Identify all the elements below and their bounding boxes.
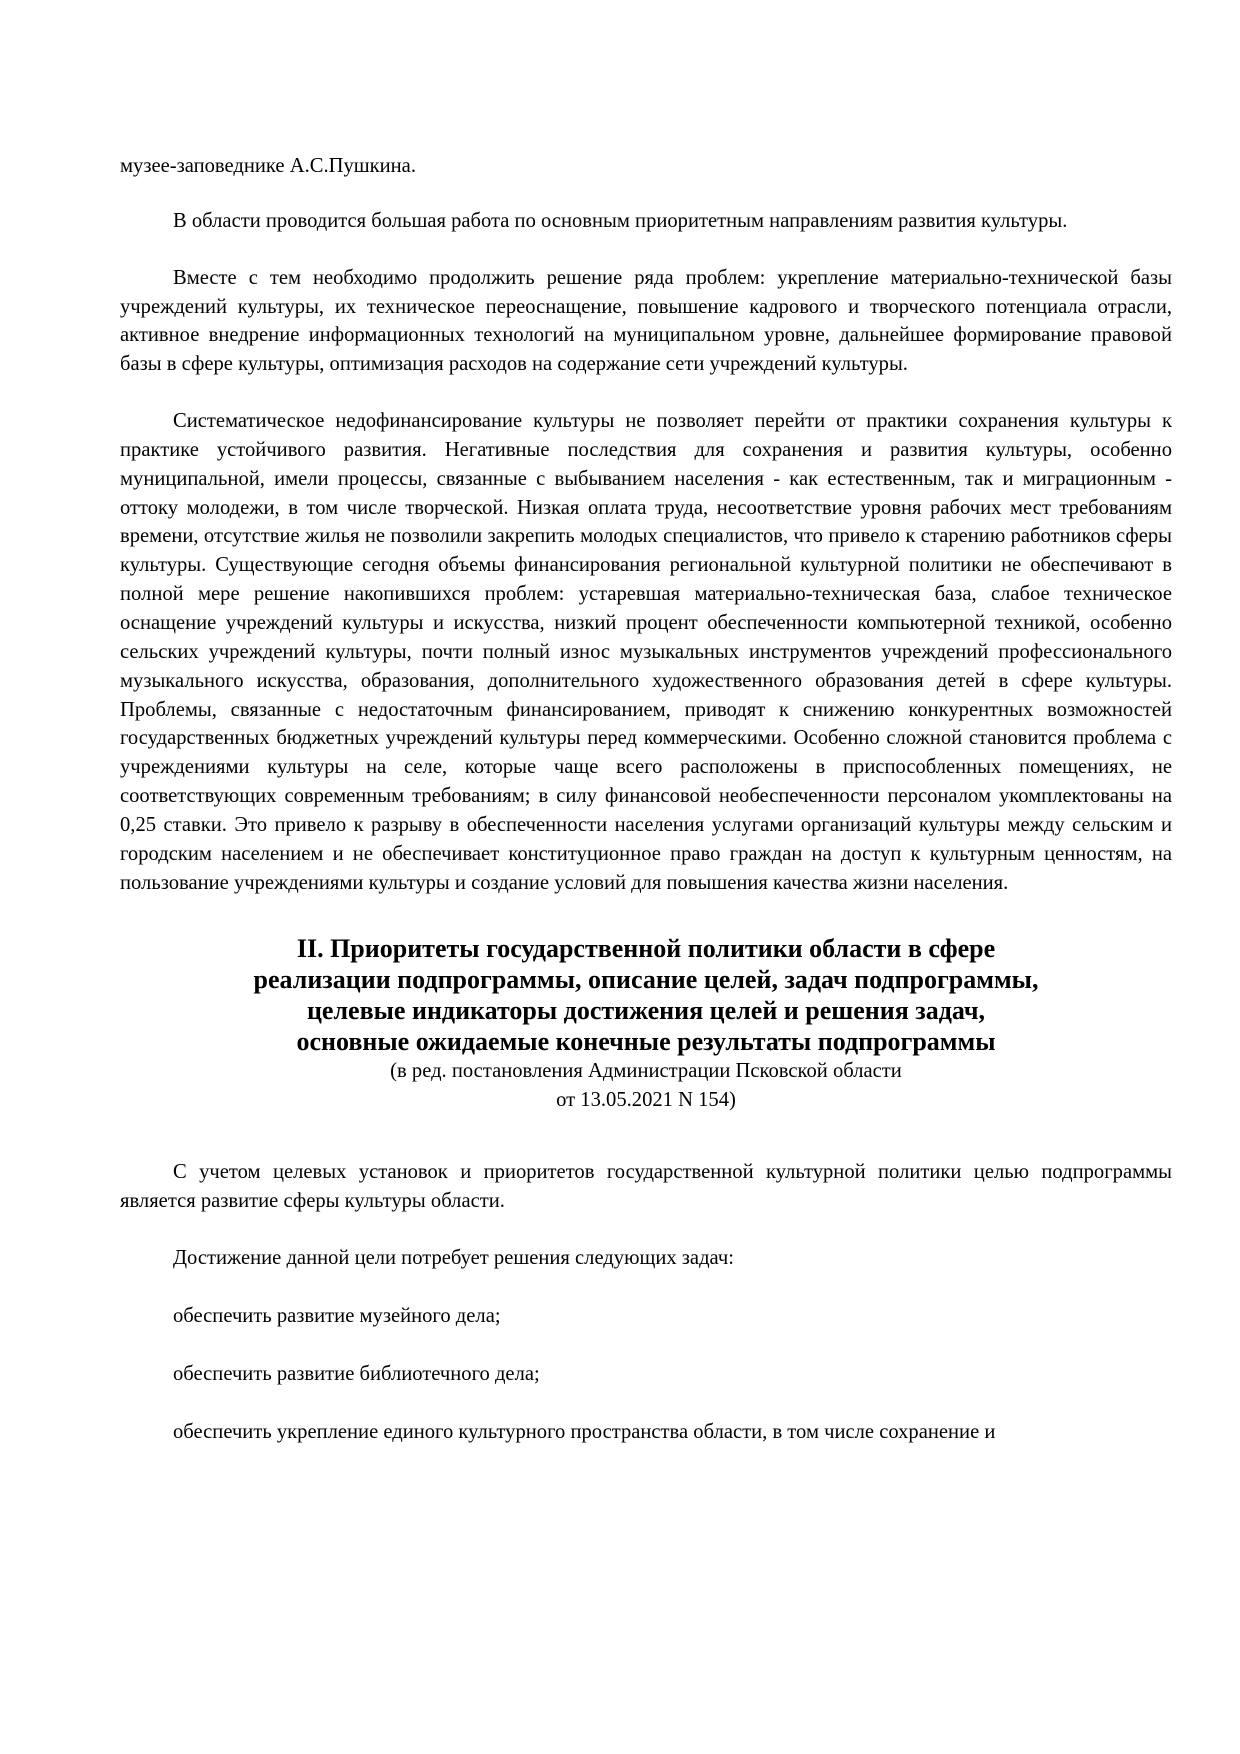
section-heading-line: реализации подпрограммы, описание целей, задач подпрограммы, (253, 965, 1039, 995)
paragraph-culture-work: В области проводится большая работа по основным приоритетным направлениям развития культуры. (173, 209, 1068, 232)
amendment-note-line: от 13.05.2021 N 154) (556, 1088, 736, 1111)
section-heading-line: II. Приоритеты государственной политики области в сфере (296, 934, 996, 964)
amendment-note (120, 1057, 1172, 1114)
paragraph-underfunding: Систематическое недофинансирование культуры не позволяет перейти от практики сохранения культуры к практике устойчивого развития. Негативные последствия для сохранения и развития культуры, особенно муниципальной, имели процессы, связанные с выбыванием населения - как естественным, так и миграционным - оттоку молодежи, в том числе творческой. Низкая оплата труда, несоответствие уровня рабочих мест требованиям времени, отсутствие жилья не позволили закрепить молодых специалистов, что привело к старению работников сферы культуры. Существующие сегодня объемы финансирования региональной культурной политики не обеспечивают в полной мере решение накопившихся проблем: устаревшая материально-техническая база, слабое техническое оснащение учреждений культуры и искусства, низкий процент обеспеченности компьютерной техникой, особенно сельских учреждений культуры, почти полный износ музыкальных инструментов учреждений профессионального музыкального искусства, образования, дополнительного художественного образования детей в сфере культуры. Проблемы, связанные с недостаточным финансированием, приводят к снижению конкурентных возможностей государственных бюджетных учреждений культуры перед коммерческими. Особенно сложной становится проблема с учреждениями культуры на селе, которые чаще всего расположены в приспособленных помещениях, не соответствующих современным требованиям; в силу финансовой необеспеченности персоналом укомплектованы на 0,25 ставки. Это привело к разрыву в обеспеченности населения услугами организаций культуры между сельским и городским населением и не обеспечивает конституционное право граждан на доступ к культурным ценностям, на пользование учреждениями культуры и создание условий для повышения качества жизни населения. (120, 410, 1172, 894)
document-body (120, 152, 1172, 1446)
paragraph-problems: Вместе с тем необходимо продолжить решение ряда проблем: укрепление материально-технической базы учреждений культуры, их техническое переоснащение, повышение кадрового и творческого потенциала отрасли, активное внедрение информационных технологий на муниципальном уровне, дальнейшее формирование правовой базы в сфере культуры, оптимизация расходов на содержание сети учреждений культуры. (120, 266, 1172, 376)
section-heading (120, 933, 1172, 1057)
paragraph-tasks-intro: Достижение данной цели потребует решения следующих задач: (173, 1247, 734, 1270)
amendment-note-line: (в ред. постановления Администрации Псковской области (390, 1060, 902, 1083)
section-heading-line: основные ожидаемые конечные результаты подпрограммы (296, 1027, 996, 1057)
task-item: обеспечить развитие музейного дела; (173, 1304, 501, 1327)
paragraph-continuation: музее-заповеднике А.С.Пушкина. (120, 155, 416, 177)
section-heading-block (120, 933, 1172, 1114)
paragraph-goal: С учетом целевых установок и приоритетов государственной культурной политики целью подпрограммы является развитие сферы культуры области. (120, 1161, 1172, 1213)
task-item: обеспечить укрепление единого культурного пространства области, в том числе сохранение и (173, 1420, 996, 1443)
task-item: обеспечить развитие библиотечного дела; (173, 1362, 540, 1385)
section-heading-line: целевые индикаторы достижения целей и решения задач, (306, 996, 986, 1026)
